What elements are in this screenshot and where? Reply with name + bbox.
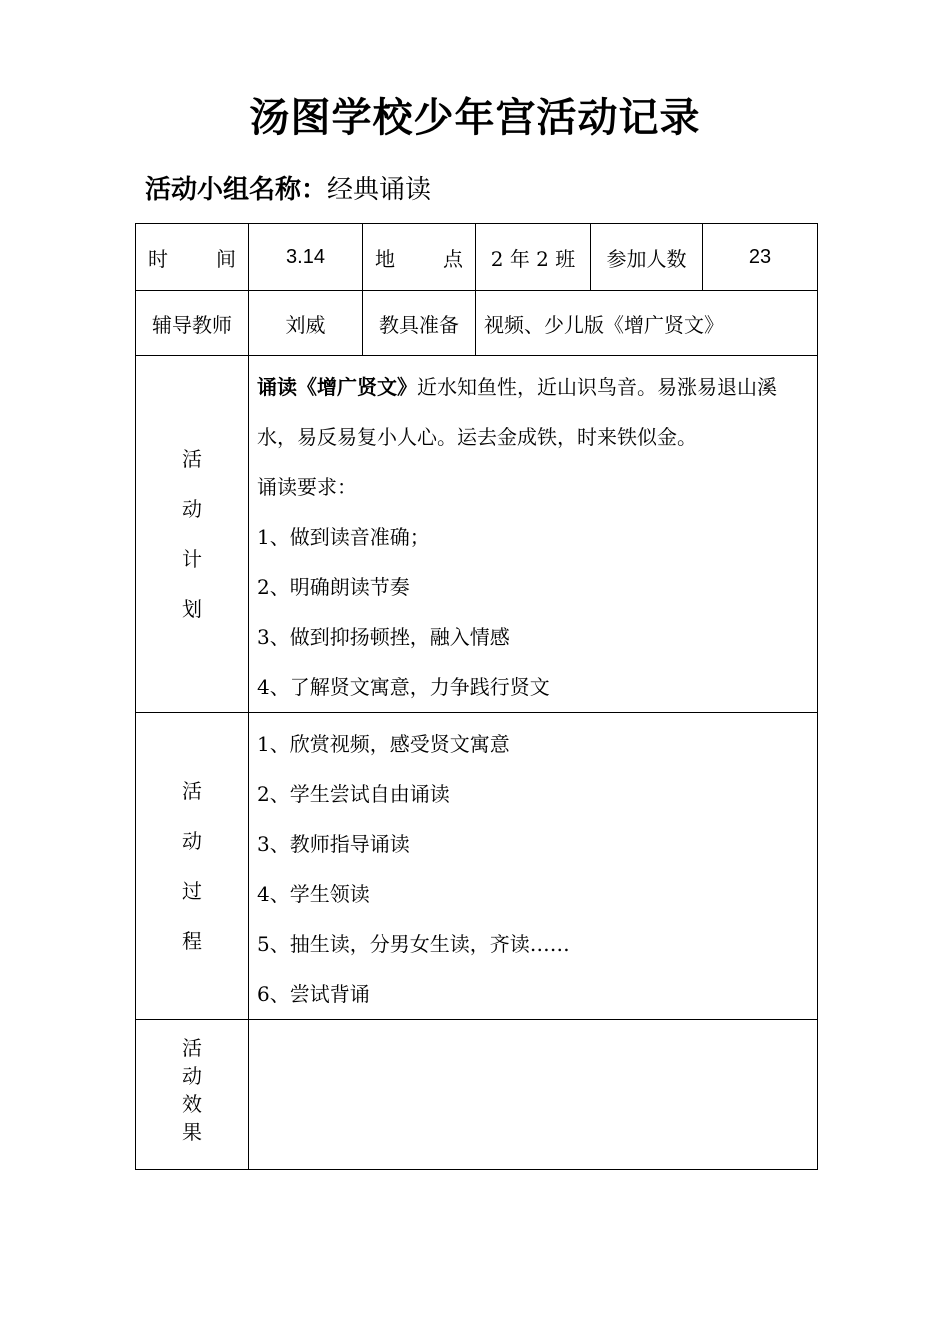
process-row: [136, 713, 818, 1020]
process-label-char: 动: [182, 829, 202, 853]
plan-item: 4、了解贤文寓意，力争践行贤文: [257, 675, 550, 699]
process-item: 3、教师指导诵读: [257, 832, 410, 856]
place-value: 2 年 2 班: [476, 224, 591, 291]
plan-item: 1、做到读音准确；: [257, 525, 430, 549]
plan-lead-paragraph: [257, 362, 809, 462]
process-label-char: 程: [182, 929, 202, 953]
effect-content: [249, 1020, 818, 1170]
info-row-1: [136, 224, 818, 291]
page-title: 汤图学校少年宫活动记录: [249, 95, 701, 141]
effect-label: [136, 1020, 249, 1170]
process-label-char: 过: [182, 879, 202, 903]
effect-label-char: 活: [182, 1036, 202, 1060]
plan-item: 3、做到抑扬顿挫，融入情感: [257, 625, 510, 649]
plan-label: [136, 356, 249, 713]
process-item: 5、抽生读，分男女生读，齐读……: [257, 932, 570, 956]
process-item: 6、尝试背诵: [257, 982, 370, 1006]
teacher-value: 刘威: [249, 291, 363, 356]
plan-row: [136, 356, 818, 713]
effect-label-char: 效: [182, 1092, 202, 1116]
process-item: 4、学生领读: [257, 882, 370, 906]
place-label-part-a: 地: [375, 246, 395, 271]
plan-content: [249, 356, 818, 713]
process-item: 2、学生尝试自由诵读: [257, 782, 450, 806]
group-name-label: 活动小组名称：: [145, 175, 328, 205]
effect-row: [136, 1020, 818, 1170]
plan-label-char: 活: [182, 447, 202, 471]
plan-label-char: 动: [182, 497, 202, 521]
effect-label-char: 果: [182, 1120, 202, 1144]
participant-count-value: 23: [703, 224, 818, 291]
plan-label-char: 计: [182, 547, 202, 571]
process-content: [249, 713, 818, 1020]
place-label-part-b: 点: [443, 246, 463, 271]
process-item: 1、欣赏视频，感受贤文寓意: [257, 732, 510, 756]
teacher-label: 辅导教师: [136, 291, 249, 356]
activity-record-table: [135, 223, 818, 1170]
tools-value: 视频、少儿版《增广贤文》: [476, 291, 818, 356]
time-label-part-b: 间: [216, 246, 236, 271]
tools-label: 教具准备: [363, 291, 476, 356]
time-label-cell: [136, 224, 249, 291]
plan-requirements-title: 诵读要求：: [257, 475, 357, 499]
group-name-line: [145, 168, 431, 212]
place-label-cell: [363, 224, 476, 291]
info-row-2: [136, 291, 818, 356]
plan-label-char: 划: [182, 597, 202, 621]
time-label-part-a: 时: [148, 246, 168, 271]
plan-lead-text: 近水知鱼性，近山识鸟音。易涨易退山溪水，易反易复小人心。运去金成铁，时来铁似金。: [257, 375, 777, 449]
participant-count-label: 参加人数: [591, 224, 703, 291]
process-label-char: 活: [182, 779, 202, 803]
group-name-value: 经典诵读: [327, 175, 432, 205]
plan-lead-bold: 诵读《增广贤文》: [257, 375, 417, 399]
plan-item: 2、明确朗读节奏: [257, 575, 410, 599]
process-label: [136, 713, 249, 1020]
time-value: 3.14: [249, 224, 363, 291]
effect-label-char: 动: [182, 1064, 202, 1088]
